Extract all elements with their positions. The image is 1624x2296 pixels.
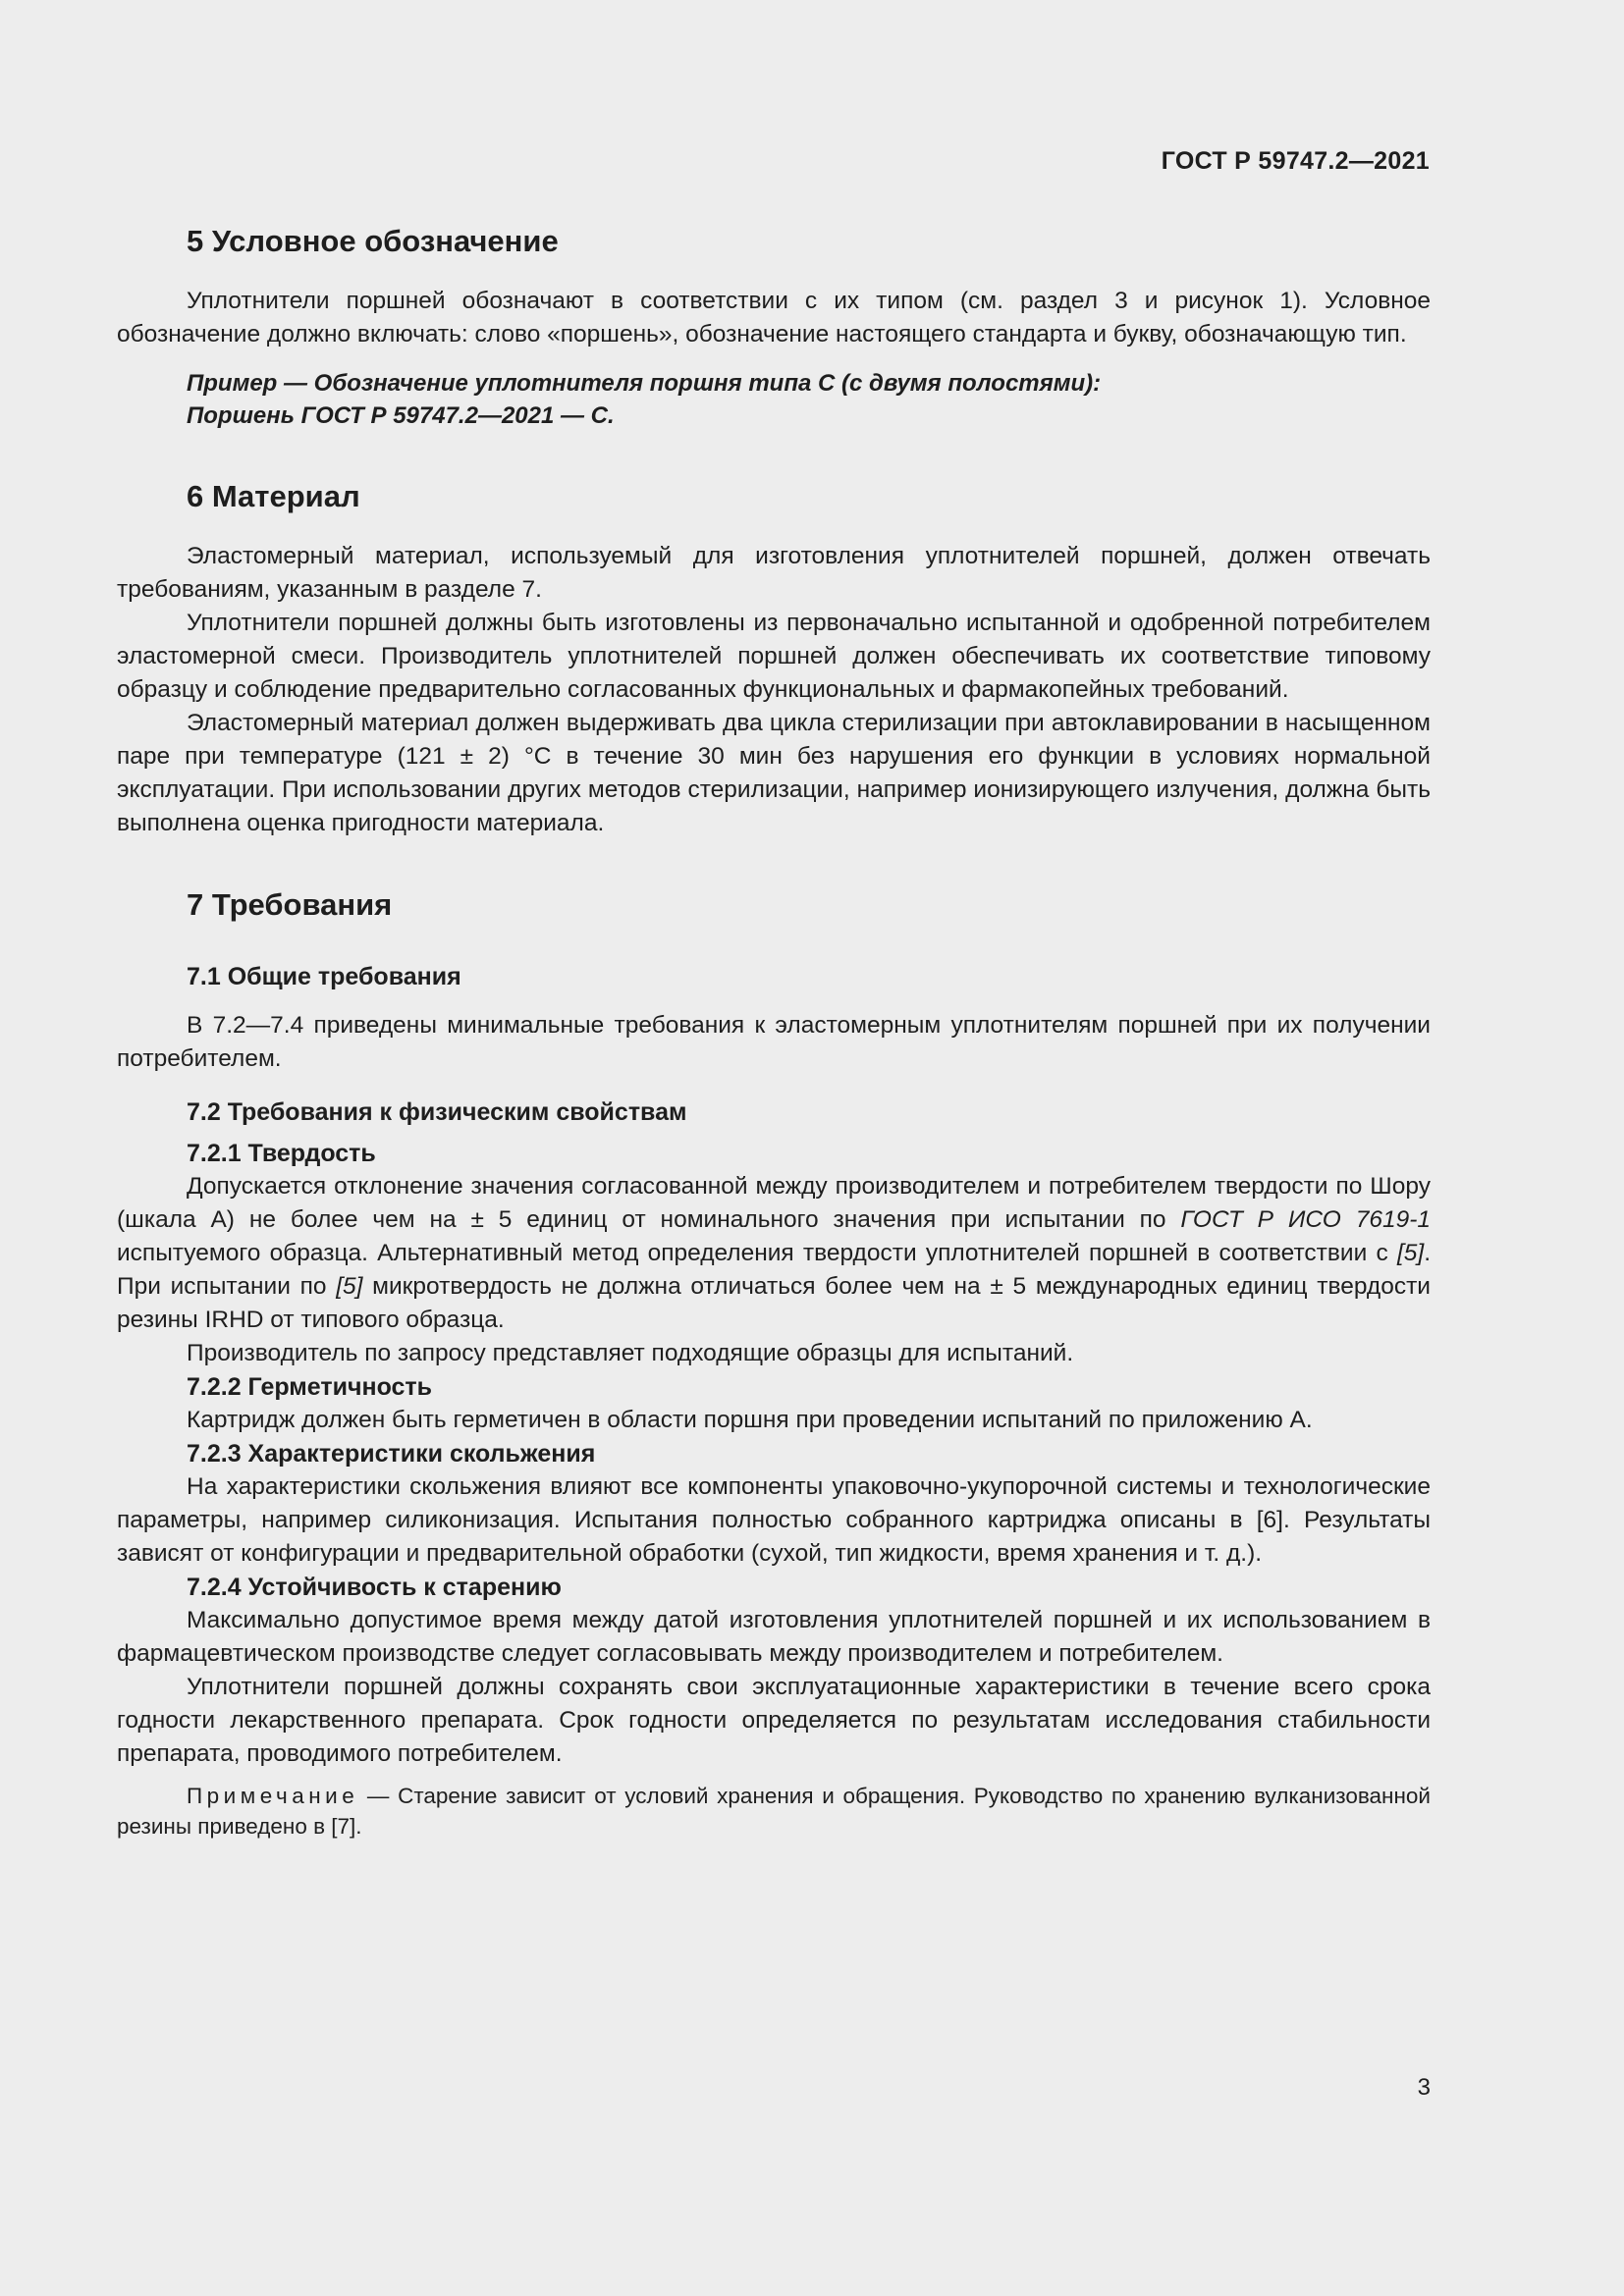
section-6-paragraph-2: Уплотнители поршней должны быть изготовлены из первоначально испытанной и одобренной потребителем эластомерной смеси. Производитель уплотнителей поршней должен обеспечивать их соответствие типовому образцу и соблюдение предварительно согласованных функциональных и фармакопейных требований.: [117, 610, 1431, 703]
section-6-paragraph-1: Эластомерный материал, используемый для изготовления уплотнителей поршней, должен отвечать требованиям, указанным в разделе 7.: [117, 543, 1431, 603]
section-7-2-3-title: 7.2.3 Характеристики скольжения: [187, 1440, 596, 1468]
section-7-2-1-paragraph-2: Производитель по запросу представляет подходящие образцы для испытаний.: [187, 1340, 1074, 1366]
section-7-2-2-paragraph: Картридж должен быть герметичен в области поршня при проведении испытаний по приложению А.: [187, 1407, 1313, 1433]
bibliography-reference: [5]: [1396, 1240, 1425, 1266]
section-7-2-2-title: 7.2.2 Герметичность: [187, 1373, 433, 1401]
section-5-title: 5 Условное обозначение: [187, 224, 559, 258]
section-7-2-4-title: 7.2.4 Устойчивость к старению: [187, 1574, 562, 1601]
note-text: — Старение зависит от условий хранения и обращения. Руководство по хранению вулканизованной резины приведено в [7].: [117, 1784, 1431, 1839]
example-line-2: Поршень ГОСТ Р 59747.2—2021 — С.: [187, 402, 615, 429]
section-5-example: [187, 367, 1431, 432]
section-7-2-title: 7.2 Требования к физическим свойствам: [187, 1098, 687, 1126]
section-7-title: 7 Требования: [187, 887, 393, 922]
section-7-2-1-paragraph-1: Допускается отклонение значения согласованной между производителем и потребителем твердости по Шору (шкала А) не более чем на ± 5 единиц от номинального значения при испытании по ГОСТ Р ИСО 7619-1 испытуемого образца. Альтернативный метод определения твердости уплотнителей поршней в соответствии с [5]. При испытании по [5] микротвердость не должна отличаться более чем на ± 5 международных единиц твердости резины IRHD от типового образца.: [117, 1173, 1431, 1333]
section-7-1-title: 7.1 Общие требования: [187, 963, 461, 990]
section-6-paragraph-3: Эластомерный материал должен выдерживать два цикла стерилизации при автоклавировании в насыщенном паре при температуре (121 ± 2) °С в течение 30 мин без нарушения его функции в условиях нормальной эксплуатации. При использовании других методов стерилизации, например ионизирующего излучения, должна быть выполнена оценка пригодности материала.: [117, 710, 1431, 836]
section-7-2-1-title: 7.2.1 Твердость: [187, 1140, 376, 1167]
section-6-title: 6 Материал: [187, 479, 360, 513]
page-number: 3: [1417, 2074, 1431, 2101]
note: [117, 1781, 1431, 1842]
gost-reference: ГОСТ Р ИСО 7619-1: [1180, 1206, 1431, 1233]
section-7-2-4-paragraph-1: Максимально допустимое время между датой изготовления уплотнителей поршней и их использованием в фармацевтическом производстве следует согласовывать между производителем и потребителем.: [117, 1607, 1431, 1667]
document-body: [117, 222, 1431, 1842]
section-7-2-4-paragraph-2: Уплотнители поршней должны сохранять свои эксплуатационные характеристики в течение всего срока годности лекарственного препарата. Срок годности определяется по результатам исследования стабильности препарата, проводимого потребителем.: [117, 1674, 1431, 1767]
note-label: Примечание: [187, 1784, 359, 1808]
section-7-2-3-paragraph: На характеристики скольжения влияют все компоненты упаковочно-укупорочной системы и технологические параметры, например силиконизация. Испытания полностью собранного картриджа описаны в [6]. Результаты зависят от конфигурации и предварительной обработки (сухой, тип жидкости, время хранения и т. д.).: [117, 1473, 1431, 1567]
bibliography-reference: [5]: [336, 1273, 363, 1300]
example-line-1: Пример — Обозначение уплотнителя поршня типа С (с двумя полостями):: [187, 370, 1102, 397]
section-5-paragraph: Уплотнители поршней обозначают в соответствии с их типом (см. раздел 3 и рисунок 1). Условное обозначение должно включать: слово «поршень», обозначение настоящего стандарта и букву, обозначающую тип.: [117, 288, 1431, 347]
section-7-1-paragraph: В 7.2—7.4 приведены минимальные требования к эластомерным уплотнителям поршней при их получении потребителем.: [117, 1012, 1431, 1072]
standard-header: ГОСТ Р 59747.2—2021: [1161, 147, 1430, 175]
